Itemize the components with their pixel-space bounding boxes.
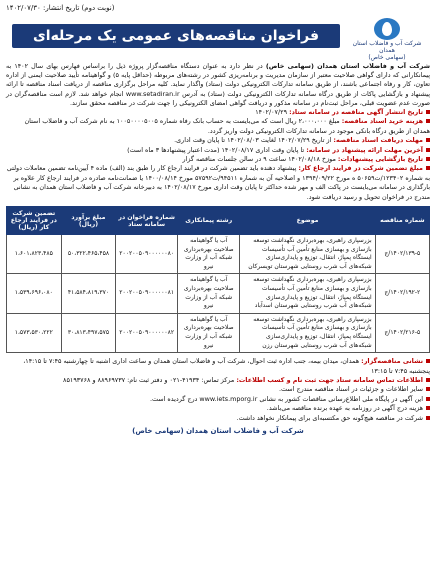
notice-title: فراخوان مناقصه‌های عمومی یک مرحله‌ای xyxy=(12,24,340,48)
call-number: ۲۰۰۲۰۰۵۰۹۰۰۰۰۰۰۸۰ xyxy=(116,235,178,274)
publication-date-line: (نوبت دوم) تاریخ انتشار: ۱۴۰۲/۰۷/۳۰ xyxy=(6,4,115,12)
contract-field: آب یا گواهینامه صلاحیت بهره‌برداری شبکه آب از وزارت نیرو xyxy=(178,274,240,313)
col-tender-number: شماره مناقصه xyxy=(375,207,429,235)
signature-line: شرکت آب و فاضلاب استان همدان (سهامی خاص) xyxy=(132,427,304,436)
logo-line1: شرکت آب و فاضلاب استان همدان xyxy=(352,40,422,54)
info-item: مبلغ تضمین شرکت در فرایند ارجاع کار: پیشنهاد دهنده باید تضمین شرکت در فرایند ارجاع کار را طبق بند (الف) ماده ۴ آیین‌نامه تضمین معاملات دولتی به شماره ۱۲۳۴۰۲/ت۵۰۶۵۹ ه مورخ ۱۳۹۴/۰۹/۲۲ و اصلاحیه آن به شماره ۹۴۵۱۱/ت۵۷۵۹۲ مورخ ۱۴۰۰/۰۸/۱۴ یا ضمانت‌نامه صادره در فرایند ارجاع کار علاوه بر بارگذاری در سامانه می‌بایست در پاکت الف و مهر شده حداکثر تا پایان وقت اداری مورخ ۱۴۰۲/۰۸/۱۷ به دبیرخانه شرکت آب و فاضلاب استان همدان به نشانی مندرج در فراخوان تحویل و رسید دریافت شود. xyxy=(6,164,430,201)
intro-lead: شرکت آب و فاضلاب استان همدان (سهامی خاص) xyxy=(265,62,430,70)
bullet-icon xyxy=(426,387,430,391)
bullet-icon xyxy=(426,359,430,363)
col-contract-field: رشته پیمانکاری xyxy=(178,207,240,235)
table-row xyxy=(7,274,430,313)
contract-field: آب یا گواهینامه صلاحیت بهره‌برداری شبکه آب از وزارت نیرو xyxy=(178,235,240,274)
footer-info xyxy=(6,357,430,423)
info-item: هزینه خرید اسناد مناقصه: مبلغ ۲،۰۰۰،۰۰۰ ریال است که می‌بایست به حساب بانک رفاه شماره ۱۰۰۵۰۰۰۰۵۰۰۵ به نام شرکت آب و فاضلاب استان همدان از طریق درگاه بانکی موجود در سامانه تدارکات الکترونیکی دولت واریز گردد. xyxy=(24,117,430,135)
footer-item: نشانی مناقصه‌گزار: همدان، میدان بیمه، جنب اداره ثبت احوال، شرکت آب و فاضلاب استان همدان و ساعت اداری اشنبه تا چهارشنبه ۷:۴۵ تا ۱۴:۱۵، پنجشنبه ۷:۴۵ تا ۱۳:۱۵ xyxy=(23,357,430,375)
info-item: تاریخ بازگشایی پیشنهادات: موزخ ۱۴۰۲/۰۸/۱۸ ساعت ۹ در سالن جلسات مناقصه گزار xyxy=(6,155,430,164)
call-number: ۲۰۰۲۰۰۵۰۹۰۰۰۰۰۰۸۱ xyxy=(116,274,178,313)
bullet-icon xyxy=(426,110,430,114)
bullet-icon xyxy=(426,148,430,152)
tender-table xyxy=(6,206,430,353)
tender-number: ۱۴۰۲/۱۹۲-۲/ج xyxy=(375,274,429,313)
bullet-icon xyxy=(426,166,430,170)
info-item: مهلت دریافت اسناد مناقصه: از تاریخ ۱۴۰۲/۰۷/۲۹ لغایت ۱۴۰۲/۰۸/۰۳ تا پایان وقت اداری. xyxy=(6,136,430,145)
intro-body: در نظر دارد به عنوان دستگاه مناقصه‌گزار پروژه ذیل را براساس فهارس بهای سال ۱۴۰۲ به پیمانکارانی که دارای گواهی صلاحیت معتبر از سازمان مدیریت و برنامه‌ریزی کشور در رشته‌های مربوطه (حداقل پایه ۵) و گواهینامه تأیید صلاحیت ایمنی از اداره تعاون، کار و رفاه اجتماعی باشند، از طریق سامانه تدارکات الکترونیکی دولت (ستاد) واگذار نماید. کلیه مراحل برگزاری مناقصه از دریافت اسناد مناقصه تا ارائه پیشنهاد و بازگشایی پاکات از طریق درگاه سامانه تدارکات الکترونیکی دولت (ستاد) به آدرس www.setadiran.ir انجام خواهد شد. لازم است مناقصه‌گران در صورت عدم عضویت قبلی، مراحل ثبت‌نام در سامانه مذکور و دریافت گواهی امضای الکترونیکی را جهت شرکت در مناقصه محقق سازند. xyxy=(6,62,430,107)
tender-subject: بزرسپاری راهبری، بهره‌برداری نگهداشت توسعه بازسازی و بهسازی منابع تأمین آب تأسیسات ایستگاه پمپاژ، انتقال، توزیع و پایداری‌سازی شبکه‌های آب شرب روستایی شهرستان تویسرکان xyxy=(240,235,375,274)
info-item: تاریخ انتشار آگهی مناقصه در سامانه ستاد: ۱۴۰۲/۰۷/۲۹ xyxy=(6,108,430,117)
logo-line2: (سهامی خاص) xyxy=(368,54,406,61)
tender-subject: بزرسپاری راهبری، بهره‌برداری نگهداشت توسعه بازسازی و بهسازی منابع تأمین آب تأسیسات ایستگاه پمپاژ، انتقال، توزیع و پایداری‌سازی شبکه‌های آب شرب روستایی شهرستان اسدآباد xyxy=(240,274,375,313)
contract-field: آب یا گواهینامه صلاحیت بهره‌برداری شبکه آب از وزارت نیرو xyxy=(178,313,240,352)
tender-number: ۱۴۰۲/۱۳۹-۵/ج xyxy=(375,235,429,274)
table-row xyxy=(7,313,430,352)
bullet-icon xyxy=(426,378,430,382)
col-guarantee: تضمین شرکت در فرایند ارجاع کار (ریال) xyxy=(7,207,62,235)
estimate-amount: ۵۰،۳۲۲،۴۶۵،۴۵۸ xyxy=(61,235,116,274)
table-row xyxy=(7,235,430,274)
notice-header xyxy=(6,16,430,60)
bullet-icon xyxy=(426,406,430,410)
col-estimate: مبلغ برآورد (ریال) xyxy=(61,207,116,235)
guarantee-amount: ۱،۵۷۳،۵۳۰،۲۲۲ xyxy=(7,313,62,352)
footer-item: اطلاعات تماس سامانه ستاد جهت ثبت نام و کسب اطلاعات: مرکز تماس: ۴۱۹۳۴-۰۲۱ و دفتر ثبت نام: ۸۸۹۶۹۷۳۷ و ۸۵۱۹۳۷۶۸ xyxy=(6,376,430,385)
bullet-icon xyxy=(426,138,430,142)
call-number: ۲۰۰۲۰۰۵۰۹۰۰۰۰۰۰۸۲ xyxy=(116,313,178,352)
footer-item: این آگهی در پایگاه ملی اطلاع‌رسانی مناقصات کشور به نشانی www.iets.mporg.ir درج گردیده است. xyxy=(6,395,430,404)
col-call-number: شماره فراخوان در سامانه ستاد xyxy=(116,207,178,235)
tender-info-list xyxy=(6,108,430,202)
bullet-icon xyxy=(426,157,430,161)
bullet-icon xyxy=(426,119,430,123)
footer-item: هزینه درج آگهی در روزنامه به عهده برنده مناقصه می‌باشد. xyxy=(6,404,430,413)
footer-item: شرکت در مناقصه هیچ‌گونه حق مکتسبه‌ای برای پیمانکار نخواهد داشت. xyxy=(6,414,430,423)
table-header-row xyxy=(7,207,430,235)
bullet-icon xyxy=(426,397,430,401)
company-logo xyxy=(346,18,428,61)
estimate-amount: ۳۰،۸۱۳،۴۹۷،۵۷۵ xyxy=(61,313,116,352)
info-item: آخرین مهلت ارائه پیشنهاد در سامانه: تا پایان وقت اداری ۱۴۰۲/۰۸/۱۷ (مدت اعتبار پیشنهادها ۳ ماه است) xyxy=(6,146,430,155)
tender-number: ۱۴۰۲/۲۱۶-۵/ج xyxy=(375,313,429,352)
intro-paragraph xyxy=(6,62,430,108)
tender-subject: بزرسپاری راهبری، بهره‌برداری نگهداشت توسعه بازسازی و بهسازی منابع تأمین آب تأسیسات ایستگاه پمپاژ، انتقال، توزیع و پایداری‌سازی شبکه‌های آب شرب روستایی شهرستان رزن xyxy=(240,313,375,352)
guarantee-amount: ۱،۶۰۱،۸۲۳،۴۸۵ xyxy=(7,235,62,274)
bullet-icon xyxy=(426,416,430,420)
footer-item: سایر اطلاعات و جزئیات در اسناد مناقصه مندرج است. xyxy=(6,385,430,394)
guarantee-amount: ۱،۵۳۹،۶۹۶،۰۸۰ xyxy=(7,274,62,313)
estimate-amount: ۴۱،۵۸۴،۸۱۹،۳۷۰ xyxy=(61,274,116,313)
water-drop-icon xyxy=(374,18,400,40)
col-subject: موضوع xyxy=(240,207,375,235)
